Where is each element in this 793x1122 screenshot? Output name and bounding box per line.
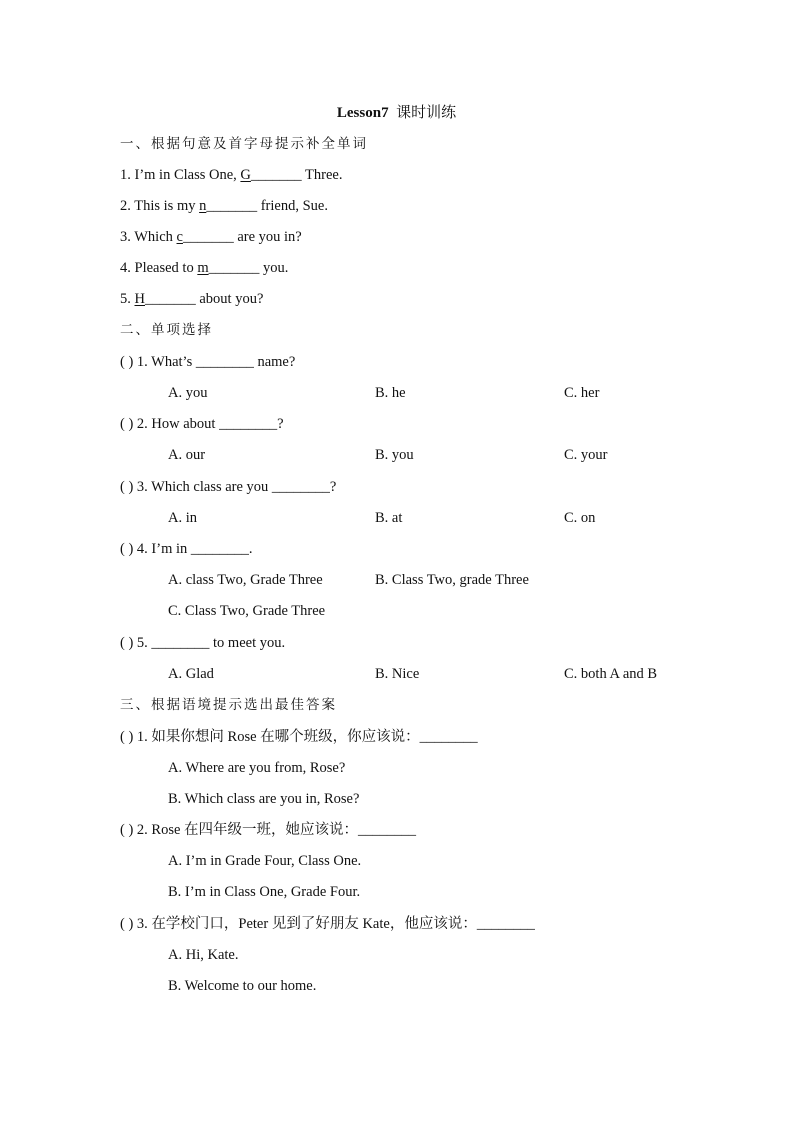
section-1-heading: 一、根据句意及首字母提示补全单词 [120, 136, 368, 152]
fill-letter: c [176, 229, 183, 245]
mc-question-5: ( ) 5. ________ to meet you. [120, 635, 286, 651]
context-question-3: ( ) 3. 在学校门口，Peter 见到了好朋友 Kate，他应该说：________ [120, 916, 535, 932]
mc-option-a: A. class Two, Grade Three [168, 572, 323, 588]
fill-pre: 4. Pleased to [120, 260, 198, 276]
section-2-heading: 二、单项选择 [120, 322, 213, 338]
mc-question-2: ( ) 2. How about ________? [120, 416, 284, 432]
fill-post: _______ Three. [250, 167, 343, 183]
mc-question-3: ( ) 3. Which class are you ________? [120, 479, 337, 495]
fill-item-2 [120, 196, 328, 216]
fill-letter: H [134, 291, 145, 307]
context-option-b: B. Which class are you in, Rose? [168, 791, 360, 807]
mc-option-a: A. you [168, 385, 208, 401]
mc-option-a: A. our [168, 447, 206, 463]
page-title [0, 101, 793, 122]
context-option-a: A. I’m in Grade Four, Class One. [168, 853, 362, 869]
fill-item-1 [120, 165, 342, 185]
fill-item-3 [120, 227, 302, 247]
fill-post: _______ about you? [144, 291, 264, 307]
context-option-a: A. Hi, Kate. [168, 947, 239, 963]
context-option-b: B. Welcome to our home. [168, 978, 317, 994]
mc-question-1: ( ) 1. What’s ________ name? [120, 354, 296, 370]
mc-option-b: B. Class Two, grade Three [375, 572, 529, 588]
context-option-b: B. I’m in Class One, Grade Four. [168, 884, 361, 900]
fill-letter: G [240, 167, 251, 183]
mc-question-4: ( ) 4. I’m in ________. [120, 541, 253, 557]
title-subtitle: 课时训练 [396, 105, 457, 121]
context-option-a: A. Where are you from, Rose? [168, 760, 346, 776]
fill-item-4 [120, 258, 288, 278]
fill-post: _______ are you in? [182, 229, 302, 245]
section-3-heading: 三、根据语境提示选出最佳答案 [120, 697, 337, 713]
context-question-2: ( ) 2. Rose 在四年级一班，她应该说：________ [120, 822, 417, 838]
mc-option-c: C. Class Two, Grade Three [168, 603, 326, 619]
mc-option-c: C. her [564, 385, 600, 401]
fill-pre: 5. [120, 291, 135, 307]
fill-pre: 2. This is my [120, 198, 200, 214]
mc-option-a: A. in [168, 510, 197, 526]
title-lesson: Lesson7 [336, 105, 389, 121]
mc-option-c: C. on [564, 510, 596, 526]
mc-option-a: A. Glad [168, 666, 214, 682]
fill-post: _______ friend, Sue. [206, 198, 328, 214]
context-question-1: ( ) 1. 如果你想问 Rose 在哪个班级，你应该说：________ [120, 729, 478, 745]
fill-pre: 1. I’m in Class One, [120, 167, 241, 183]
fill-letter: m [197, 260, 209, 276]
fill-post: _______ you. [208, 260, 289, 276]
mc-option-b: B. he [375, 385, 406, 401]
mc-option-b: B. you [375, 447, 414, 463]
fill-letter: n [199, 198, 207, 214]
fill-item-5 [120, 289, 263, 309]
mc-option-c: C. both A and B [564, 666, 658, 682]
mc-option-b: B. at [375, 510, 403, 526]
fill-pre: 3. Which [120, 229, 177, 245]
mc-option-b: B. Nice [375, 666, 420, 682]
mc-option-c: C. your [564, 447, 608, 463]
